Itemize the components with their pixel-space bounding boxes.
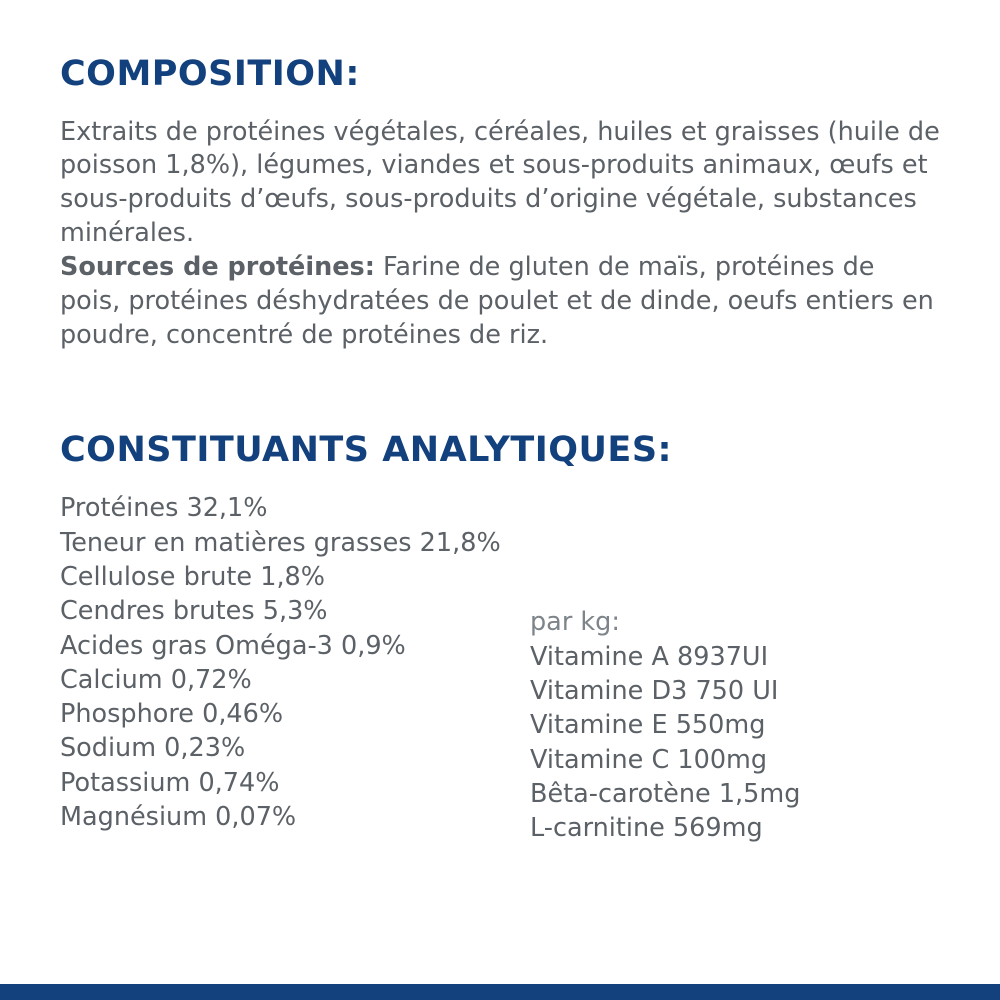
- composition-body: [60, 116, 940, 353]
- table-row: Teneur en matières grasses 21,8%: [60, 527, 501, 558]
- table-row: Cendres brutes 5,3%: [60, 596, 328, 627]
- table-row: Calcium 0,72%: [60, 664, 252, 695]
- footer-bar: [0, 984, 1000, 1000]
- constituents-column-left: [60, 491, 530, 834]
- table-row: Cellulose brute 1,8%: [60, 561, 325, 592]
- table-row: L-carnitine 569mg: [530, 813, 763, 844]
- composition-paragraph: Extraits de protéines végétales, céréales, huiles et graisses (huile de poisson 1,8%), légumes, viandes et sous-produits animaux, œufs et sous-produits d’œufs, sous-produits d’origine végétale, substances minérales.: [60, 116, 940, 249]
- table-row: Acides gras Oméga-3 0,9%: [60, 630, 406, 661]
- table-row: Protéines 32,1%: [60, 493, 268, 524]
- table-row: Bêta-carotène 1,5mg: [530, 778, 801, 809]
- table-row: Vitamine C 100mg: [530, 744, 768, 775]
- analytical-constituents-heading: CONSTITUANTS ANALYTIQUES:: [60, 429, 673, 470]
- protein-sources-text: Farine de gluten de maïs, protéines de pois, protéines déshydratées de poulet et de dinde, oeufs entiers en poudre, concentré de protéines de riz.: [60, 252, 934, 350]
- table-row: Potassium 0,74%: [60, 767, 280, 798]
- protein-sources-paragraph: [60, 251, 940, 353]
- composition-heading: COMPOSITION:: [60, 54, 360, 94]
- protein-sources-label: Sources de protéines:: [60, 252, 375, 283]
- analytical-constituents-table: [60, 491, 940, 845]
- table-row: Vitamine D3 750 UI: [530, 675, 779, 706]
- per-kg-header: par kg:: [530, 607, 620, 638]
- table-row: Phosphore 0,46%: [60, 699, 284, 730]
- table-row: Magnésium 0,07%: [60, 802, 297, 833]
- constituents-column-right: [530, 491, 940, 845]
- table-row: Sodium 0,23%: [60, 733, 246, 764]
- table-row: Vitamine A 8937UI: [530, 641, 769, 672]
- table-row: Vitamine E 550mg: [530, 710, 766, 741]
